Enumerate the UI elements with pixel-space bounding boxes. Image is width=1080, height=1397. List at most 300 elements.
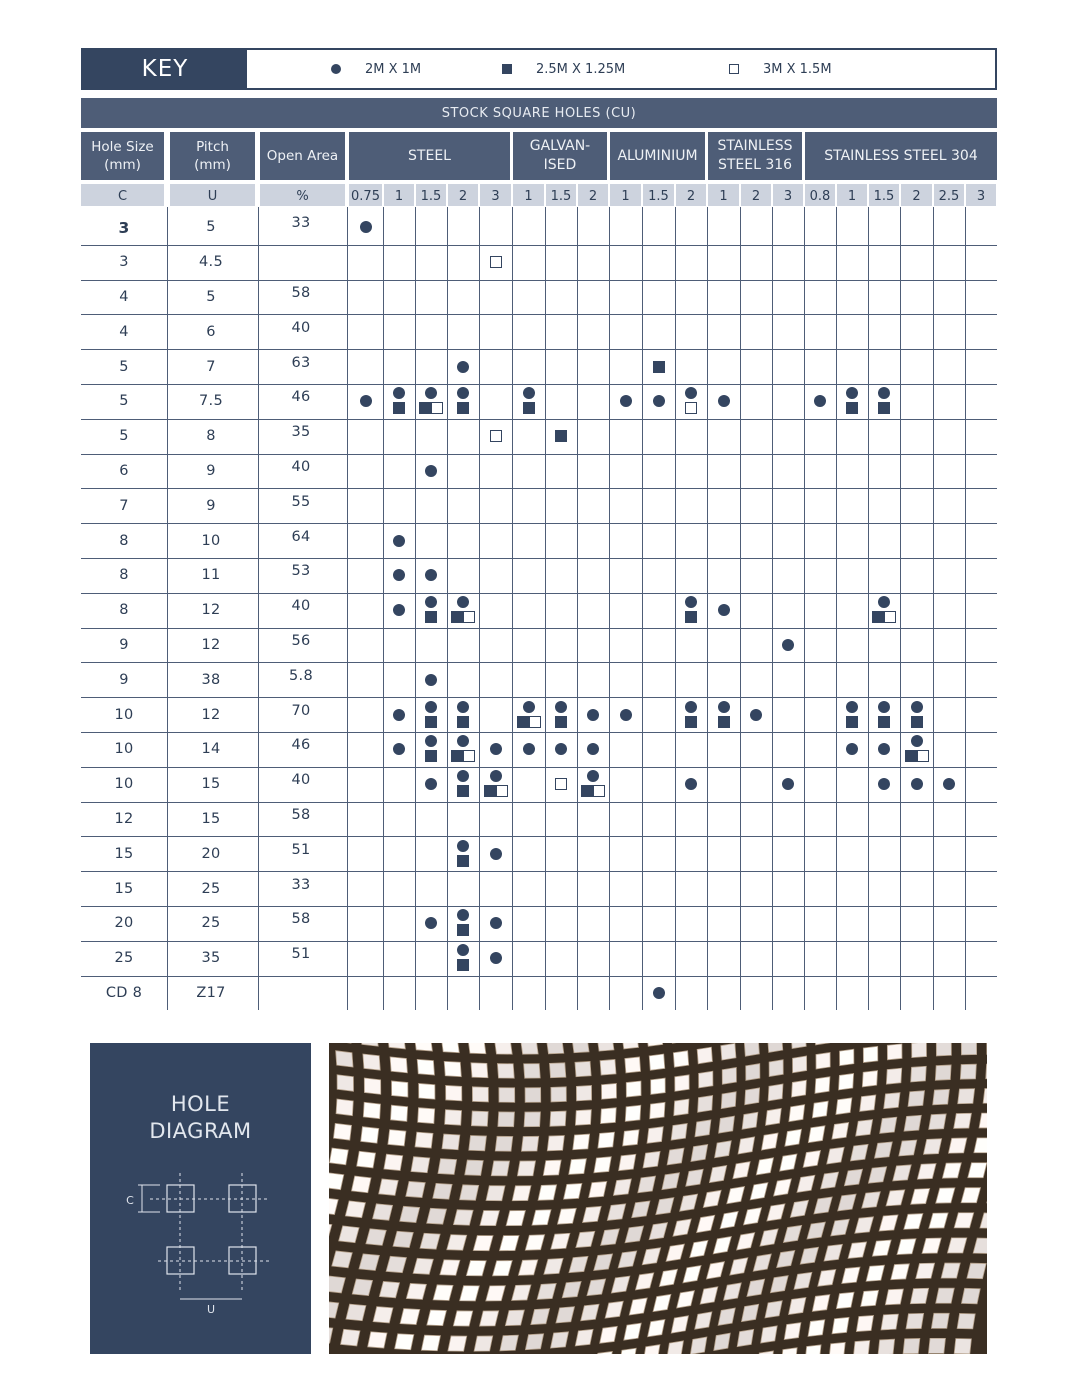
mesh-hole: [792, 1080, 807, 1097]
row-divider: [81, 941, 997, 942]
hole-size-cell: 15: [114, 845, 134, 862]
mesh-hole: [550, 1111, 566, 1126]
mesh-hole: [812, 1101, 828, 1118]
mesh-hole: [839, 1073, 854, 1090]
hole-diagram-panel: [90, 1043, 311, 1354]
row-divider: [81, 906, 997, 907]
dot-mark-icon: [457, 361, 469, 373]
mesh-hole: [498, 1112, 515, 1127]
open-square-mark-icon: [490, 256, 502, 268]
mesh-hole: [373, 1307, 393, 1323]
dot-mark-icon: [878, 596, 890, 608]
open-area-cell: 58: [291, 285, 311, 301]
row-divider: [81, 593, 997, 594]
mesh-hole: [547, 1043, 564, 1054]
mesh-hole: [936, 1043, 951, 1056]
dot-mark-icon: [457, 596, 469, 608]
mesh-hole: [722, 1067, 736, 1084]
mesh-hole: [446, 1085, 462, 1100]
mesh-hole: [625, 1105, 641, 1121]
mesh-hole: [468, 1043, 486, 1054]
subheader-thickness: 3: [966, 184, 996, 206]
dot-mark-icon: [425, 701, 437, 713]
mesh-hole: [742, 1112, 758, 1129]
mesh-hole: [887, 1044, 902, 1060]
dot-mark-icon: [685, 701, 697, 713]
mesh-hole: [929, 1114, 947, 1130]
subheader-thickness: 2: [676, 184, 706, 206]
mesh-hole: [671, 1123, 687, 1140]
mesh-hole: [903, 1338, 920, 1353]
mesh-hole: [856, 1315, 873, 1331]
key-item-2-5m: [502, 50, 625, 88]
mesh-hole: [647, 1127, 663, 1144]
dot-mark-icon: [457, 387, 469, 399]
filled-square-mark-icon: [457, 959, 469, 971]
row-divider: [81, 697, 997, 698]
mesh-hole: [480, 1311, 499, 1326]
mesh-hole: [357, 1151, 376, 1168]
column-divider: [707, 207, 708, 1010]
open-square-mark-icon: [685, 402, 697, 414]
mesh-hole: [575, 1061, 591, 1076]
mesh-hole: [935, 1065, 951, 1080]
open-area-cell: 58: [291, 911, 311, 928]
mesh-hole: [406, 1181, 425, 1197]
filled-square-mark-icon: [555, 716, 567, 728]
mesh-hole: [862, 1071, 877, 1087]
open-area-cell: 51: [291, 841, 311, 858]
dot-mark-icon: [490, 743, 502, 755]
hole-size-cell: 4: [119, 289, 129, 305]
mesh-hole: [345, 1201, 365, 1218]
row-divider: [81, 767, 997, 768]
mesh-hole: [480, 1210, 500, 1225]
subheader-thickness: 3: [773, 184, 803, 206]
mesh-hole: [379, 1179, 399, 1195]
column-divider: [383, 207, 384, 1010]
dot-mark-icon: [878, 701, 890, 713]
mesh-hole: [936, 1288, 955, 1303]
filled-square-mark-icon: [653, 361, 665, 373]
dot-mark-icon: [587, 709, 599, 721]
mesh-hole: [784, 1323, 801, 1340]
mesh-hole: [923, 1139, 941, 1155]
dot-mark-icon: [523, 701, 535, 713]
mesh-hole: [333, 1123, 351, 1140]
dot-mark-icon: [782, 778, 794, 790]
mesh-hole: [417, 1059, 434, 1075]
hole-size-cell: 7: [119, 497, 129, 514]
column-divider: [900, 207, 901, 1010]
pitch-cell: 12: [201, 637, 221, 653]
mesh-hole: [906, 1313, 924, 1328]
dot-mark-icon: [555, 743, 567, 755]
hole-size-cell: 8: [119, 602, 129, 619]
filled-square-mark-icon: [878, 402, 890, 414]
row-divider: [81, 314, 997, 315]
mesh-hole: [836, 1098, 852, 1115]
open-square-icon: [729, 64, 739, 74]
pitch-cell: 35: [201, 950, 221, 967]
hole-size-cell: 12: [114, 811, 134, 827]
mesh-hole: [860, 1095, 876, 1111]
dot-mark-icon: [555, 701, 567, 713]
row-divider: [81, 558, 997, 559]
hole-size-cell: 5: [119, 393, 129, 410]
mesh-hole: [808, 1126, 825, 1143]
mesh-hole: [427, 1208, 447, 1224]
dot-mark-icon: [393, 387, 405, 399]
mesh-hole: [575, 1110, 591, 1126]
mesh-hole: [332, 1251, 352, 1268]
mesh-hole: [832, 1122, 849, 1139]
column-divider: [868, 207, 869, 1010]
pitch-cell: 7: [206, 358, 216, 375]
pitch-cell: 12: [201, 602, 221, 619]
filled-square-mark-icon: [451, 611, 463, 623]
mesh-hole: [453, 1210, 473, 1226]
dot-mark-icon: [425, 387, 437, 399]
dot-mark-icon: [393, 709, 405, 721]
mesh-hole: [746, 1064, 760, 1081]
column-divider: [933, 207, 934, 1010]
row-divider: [81, 662, 997, 663]
dot-mark-icon: [490, 770, 502, 782]
mesh-hole: [379, 1281, 399, 1297]
mesh-hole: [624, 1323, 641, 1340]
mesh-hole: [815, 1077, 830, 1094]
dot-mark-icon: [878, 387, 890, 399]
dot-mark-icon: [425, 596, 437, 608]
dot-mark-icon: [523, 387, 535, 399]
mesh-hole: [517, 1161, 535, 1176]
open-square-mark-icon: [917, 750, 929, 762]
filled-square-mark-icon: [555, 430, 567, 442]
column-divider: [577, 207, 578, 1010]
mesh-hole: [411, 1157, 430, 1173]
mesh-hole: [444, 1061, 461, 1076]
column-divider: [836, 207, 837, 1010]
open-square-mark-icon: [593, 785, 605, 797]
mesh-hole: [699, 1071, 713, 1088]
dot-mark-icon: [685, 596, 697, 608]
mesh-hole: [598, 1132, 615, 1148]
dot-mark-icon: [718, 604, 730, 616]
filled-square-mark-icon: [457, 924, 469, 936]
mesh-hole: [904, 1115, 921, 1131]
mesh-hole: [500, 1335, 518, 1351]
hole-size-cell: 9: [119, 637, 129, 653]
column-divider: [512, 207, 513, 1010]
filled-square-mark-icon: [872, 611, 884, 623]
hole-size-cell: 8: [119, 532, 129, 549]
table-title: STOCK SQUARE HOLES (CU): [81, 98, 997, 128]
subheader-thickness: 3: [480, 184, 511, 206]
mesh-hole: [861, 1290, 879, 1306]
pitch-cell: 9: [206, 497, 216, 514]
mesh-hole: [626, 1081, 641, 1097]
mesh-hole: [495, 1043, 513, 1054]
open-area-cell: 40: [291, 772, 311, 789]
mesh-hole: [589, 1181, 607, 1197]
mesh-hole: [524, 1064, 541, 1079]
mesh-hole: [967, 1263, 986, 1278]
filled-square-mark-icon: [846, 716, 858, 728]
column-divider: [740, 207, 741, 1010]
open-area-cell: 46: [291, 389, 311, 406]
row-divider: [81, 976, 997, 977]
filled-square-mark-icon: [878, 716, 890, 728]
subheader-thickness: 1.5: [869, 184, 899, 206]
mesh-hole: [957, 1313, 975, 1328]
hole-size-cell: 5: [119, 428, 129, 445]
pitch-cell: 25: [201, 915, 221, 932]
mesh-hole: [675, 1075, 689, 1092]
pitch-cell: 5: [206, 219, 216, 236]
dot-mark-icon: [653, 987, 665, 999]
mesh-hole: [351, 1176, 371, 1193]
subheader-thickness: 0.8: [805, 184, 835, 206]
open-area-cell: 33: [291, 876, 311, 893]
mesh-hole: [420, 1233, 440, 1249]
header-group-0: STEEL: [349, 132, 510, 180]
mesh-hole: [419, 1083, 435, 1099]
pitch-cell: 6: [206, 323, 216, 340]
dot-mark-icon: [587, 743, 599, 755]
mesh-hole: [359, 1254, 379, 1271]
open-area-cell: 46: [291, 737, 311, 754]
filled-square-mark-icon: [457, 855, 469, 867]
mesh-hole: [433, 1183, 452, 1199]
open-square-mark-icon: [490, 430, 502, 442]
row-divider: [81, 280, 997, 281]
header-pitch: Pitch (mm): [170, 132, 255, 180]
open-area-cell: 33: [291, 215, 311, 232]
dot-mark-icon: [490, 917, 502, 929]
header-group-1: GALVAN- ISED: [513, 132, 607, 180]
pitch-cell: 11: [201, 567, 221, 584]
mesh-hole: [445, 1110, 462, 1126]
filled-square-mark-icon: [451, 750, 463, 762]
mesh-hole: [460, 1185, 479, 1200]
mesh-hole: [597, 1043, 614, 1051]
mesh-hole: [808, 1320, 825, 1337]
hole-size-cell: 9: [119, 671, 129, 688]
pitch-cell: 38: [201, 671, 221, 688]
row-divider: [81, 628, 997, 629]
dot-mark-icon: [360, 221, 372, 233]
dot-mark-icon: [457, 735, 469, 747]
key-item-2m: [331, 50, 421, 88]
open-square-mark-icon: [431, 402, 443, 414]
mesh-hole: [911, 1066, 927, 1082]
pitch-cell: 9: [206, 463, 216, 479]
filled-square-mark-icon: [425, 611, 437, 623]
open-square-mark-icon: [529, 716, 541, 728]
dot-mark-icon: [814, 395, 826, 407]
open-square-mark-icon: [555, 778, 567, 790]
mesh-hole: [438, 1159, 457, 1175]
mesh-hole: [497, 1064, 514, 1079]
mesh-hole: [341, 1329, 360, 1346]
row-divider: [81, 349, 997, 350]
row-divider: [81, 419, 997, 420]
open-area-cell: 51: [291, 946, 311, 963]
mesh-hole: [538, 1185, 557, 1200]
mesh-hole: [673, 1051, 688, 1067]
key-item-label: 2.5M X 1.25M: [536, 61, 626, 77]
row-divider: [81, 836, 997, 837]
mesh-hole: [805, 1345, 821, 1354]
open-area-cell: 35: [291, 424, 311, 441]
column-divider: [609, 207, 610, 1010]
mesh-hole: [928, 1338, 945, 1353]
mesh-hole: [961, 1288, 980, 1303]
mesh-hole: [495, 1136, 513, 1151]
column-divider: [642, 207, 643, 1010]
mesh-hole: [856, 1120, 873, 1136]
row-divider: [81, 523, 997, 524]
column-divider: [479, 207, 480, 1010]
filled-square-mark-icon: [393, 402, 405, 414]
mesh-hole: [958, 1089, 975, 1104]
subheader-hole-size: C: [81, 184, 164, 206]
mesh-hole: [366, 1229, 386, 1246]
filled-square-mark-icon: [419, 402, 431, 414]
dot-mark-icon: [393, 569, 405, 581]
subheader-thickness: 1.5: [416, 184, 446, 206]
mesh-hole: [384, 1154, 403, 1170]
mesh-hole: [761, 1326, 778, 1343]
row-divider: [81, 384, 997, 385]
mesh-hole: [448, 1336, 467, 1351]
mesh-hole: [884, 1093, 900, 1109]
dot-mark-icon: [425, 735, 437, 747]
mesh-hole: [690, 1337, 706, 1354]
dot-mark-icon: [587, 770, 599, 782]
dot-mark-icon: [425, 569, 437, 581]
perforated-mesh-photo: [329, 1043, 987, 1354]
dot-mark-icon: [750, 709, 762, 721]
dot-mark-icon: [490, 848, 502, 860]
key-legend: [81, 48, 997, 90]
dot-mark-icon: [878, 778, 890, 790]
dot-mark-icon: [911, 735, 923, 747]
open-square-mark-icon: [884, 611, 896, 623]
filled-square-mark-icon: [911, 716, 923, 728]
dot-mark-icon: [425, 674, 437, 686]
mesh-hole: [613, 1179, 631, 1195]
mesh-hole: [525, 1088, 541, 1103]
mesh-hole: [908, 1091, 925, 1107]
mesh-hole: [948, 1138, 966, 1153]
subheader-thickness: 1: [384, 184, 414, 206]
mesh-hole: [543, 1160, 561, 1175]
filled-square-mark-icon: [718, 716, 730, 728]
column-divider: [545, 207, 546, 1010]
mesh-hole: [505, 1310, 524, 1326]
mesh-hole: [916, 1263, 935, 1278]
dot-mark-icon: [911, 701, 923, 713]
filled-square-mark-icon: [457, 785, 469, 797]
dot-mark-icon: [846, 387, 858, 399]
mesh-hole: [474, 1336, 493, 1351]
header-group-2: ALUMINIUM: [610, 132, 705, 180]
mesh-hole: [368, 1332, 387, 1348]
dot-mark-icon: [620, 395, 632, 407]
row-divider: [81, 802, 997, 803]
open-area-cell: 70: [291, 702, 311, 719]
mesh-hole: [881, 1314, 898, 1330]
pitch-cell: 4.5: [199, 254, 223, 271]
mesh-hole: [469, 1135, 487, 1150]
filled-square-mark-icon: [905, 750, 917, 762]
mesh-hole: [765, 1108, 781, 1125]
subheader-thickness: 2: [901, 184, 932, 206]
mesh-hole: [874, 1142, 892, 1158]
mesh-hole: [363, 1102, 380, 1118]
mesh-hole: [400, 1309, 420, 1325]
dot-mark-icon: [653, 395, 665, 407]
header-group-3: STAINLESS STEEL 316: [708, 132, 802, 180]
mesh-hole: [346, 1304, 366, 1321]
pitch-cell: 10: [201, 532, 221, 549]
dot-mark-icon: [393, 743, 405, 755]
hole-diagram-icon: [90, 1043, 311, 1354]
row-divider: [81, 871, 997, 872]
mesh-hole: [912, 1043, 927, 1058]
dot-mark-icon: [457, 944, 469, 956]
dot-mark-icon: [718, 395, 730, 407]
key-item-label: 2M X 1M: [365, 61, 422, 77]
mesh-hole: [785, 1129, 802, 1146]
mesh-hole: [721, 1043, 736, 1060]
subheader-thickness: 1: [513, 184, 544, 206]
pitch-cell: 25: [201, 880, 221, 897]
mesh-hole: [721, 1092, 736, 1109]
mesh-hole: [910, 1288, 928, 1303]
mesh-hole: [506, 1210, 525, 1225]
subheader-thickness: 1: [708, 184, 739, 206]
open-area-cell: 55: [291, 493, 311, 510]
filled-square-mark-icon: [457, 716, 469, 728]
mesh-hole: [816, 1052, 830, 1069]
dot-mark-icon: [911, 778, 923, 790]
key-item-label: 3M X 1.5M: [763, 61, 832, 77]
mesh-hole: [880, 1117, 897, 1133]
hole-size-cell: 10: [114, 741, 134, 758]
column-divider: [675, 207, 676, 1010]
mesh-hole: [393, 1231, 413, 1247]
mesh-hole: [395, 1334, 414, 1350]
pitch-cell: 12: [201, 706, 221, 723]
mesh-hole: [697, 1047, 712, 1064]
open-area-cell: 53: [291, 563, 311, 580]
row-divider: [81, 732, 997, 733]
mesh-hole: [453, 1311, 472, 1326]
mesh-hole: [602, 1083, 617, 1099]
filled-square-mark-icon: [846, 402, 858, 414]
header-open-area: Open Area: [260, 132, 345, 180]
mesh-hole: [547, 1136, 564, 1151]
open-area-cell: 5.8: [289, 667, 313, 684]
hole-size-cell: 8: [119, 567, 129, 584]
hole-size-cell: CD 8: [105, 985, 143, 1001]
mesh-hole: [391, 1105, 408, 1121]
dot-mark-icon: [718, 701, 730, 713]
mesh-hole: [840, 1049, 854, 1065]
